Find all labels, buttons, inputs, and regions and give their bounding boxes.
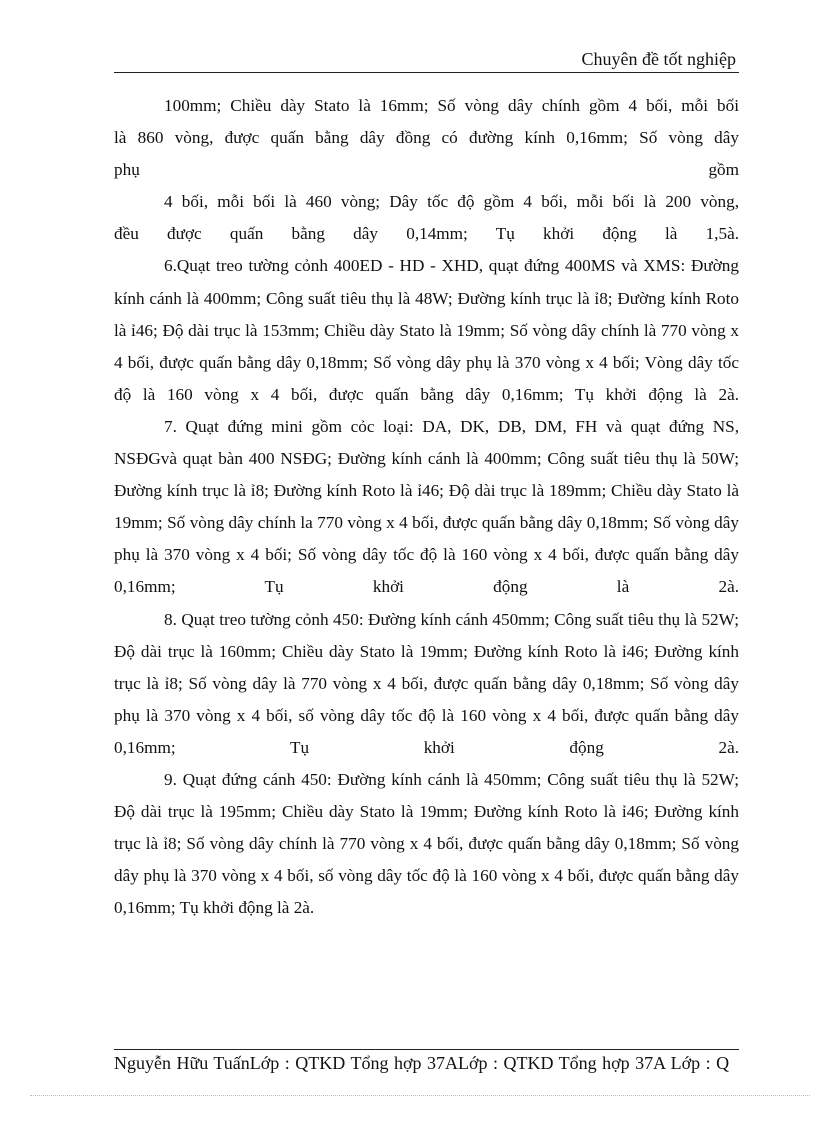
paragraph-fan-9: 9. Quạt đứng cánh 450: Đường kính cánh là 450mm; Công suất tiêu thụ là 52W; Độ dài trục là 195mm; Chiều dày Stato là 19mm; Đường kính Roto là ỉ46; Đường kính trục là ỉ8; Số vòng dây chính là 770 vòng x 4 bối, được quấn bằng dây 0,18mm; Số vòng dây phụ là 370 vòng x 4 bối, số vòng dây tốc độ là 160 vòng x 4 bối, được quấn bằng dây 0,16mm; Tụ khởi động là 2à.: [114, 769, 739, 918]
paragraph-fan-8: 8. Quạt treo tường cỏnh 450: Đường kính cánh 450mm; Công suất tiêu thụ là 52W; Độ dài trục là 160mm; Chiều dày Stato là 19mm; Đường kính Roto là ỉ46; Đường kính trục là ỉ8; Số vòng dây là 770 vòng x 4 bối, được quấn bằng dây 0,18mm; Số vòng dây phụ là 370 vòng x 4 bối, số vòng dây tốc độ là 160 vòng x 4 bối, được quấn bằng dây 0,16mm; Tụ khởi động 2à.: [114, 609, 739, 757]
footer-divider: [114, 1049, 739, 1050]
paragraph-continuation: 100mm; Chiều dày Stato là 16mm; Số vòng dây chính gồm 4 bối, mỗi bối là 860 vòng, được quấn bằng dây đồng có đường kính 0,16mm; Số vòng dây phụ gồm: [114, 96, 739, 180]
page-header: [114, 46, 739, 73]
document-body: [114, 90, 739, 924]
header-title: Chuyên đề tốt nghiệp: [581, 49, 736, 69]
page-bottom-dotted-line: [30, 1095, 810, 1096]
paragraph-fan-6: 6.Quạt treo tường cỏnh 400ED - HD - XHD, quạt đứng 400MS và XMS: Đường kính cánh là 400mm; Công suất tiêu thụ là 48W; Đường kính trục là ỉ8; Đường kính Roto là ỉ46; Độ dài trục là 153mm; Chiều dày Stato là 19mm; Số vòng dây chính là 770 vòng x 4 bối, được quấn bằng dây 0,18mm; Số vòng dây phụ là 370 vòng x 4 bối; Vòng dây tốc độ là 160 vòng x 4 bối, được quấn bằng dây 0,16mm; Tụ khởi động là 2à.: [114, 256, 739, 404]
paragraph-fan-7: 7. Quạt đứng mini gồm cỏc loại: DA, DK, DB, DM, FH và quạt đứng NS, NSĐGvà quạt bàn 400 NSĐG; Đường kính cánh là 400mm; Công suất tiêu thụ là 50W; Đường kính trục là ỉ8; Đường kính Roto là ỉ46; Độ dài trục là 189mm; Chiều dày Stato là 19mm; Số vòng dây chính la 770 vòng x 4 bối, được quấn bằng dây 0,18mm; Số vòng dây phụ là 370 vòng x 4 bối; Số vòng dây tốc độ là 160 vòng x 4 bối, được quấn bằng dây 0,16mm; Tụ khởi động là 2à.: [114, 416, 739, 597]
page-footer: Nguyễn Hữu TuấnLớp : QTKD Tổng hợp 37ALớp : QTKD Tổng hợp 37A Lớp : Q: [114, 1053, 730, 1073]
paragraph-coil-details: 4 bối, mỗi bối là 460 vòng; Dây tốc độ gồm 4 bối, mỗi bối là 200 vòng, đều được quấn bằng dây 0,14mm; Tụ khởi động là 1,5à.: [114, 192, 739, 244]
